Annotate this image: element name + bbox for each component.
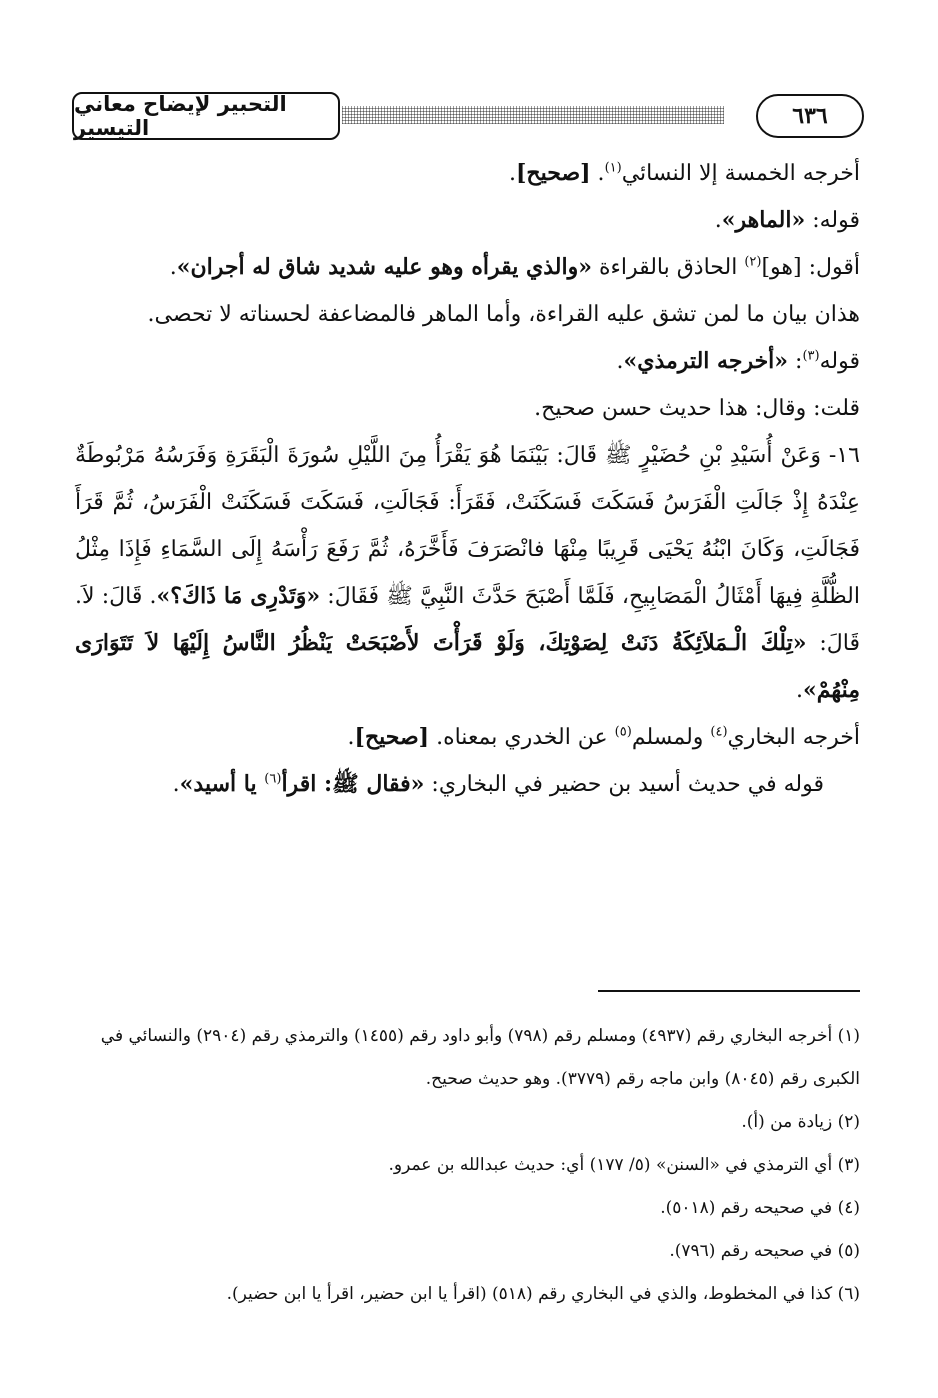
book-title: التحبير لإيضاح معاني التيسير	[74, 92, 287, 140]
page-header	[72, 92, 864, 148]
footnote-6: (٦) كذا في المخطوط، والذي في البخاري رقم (٥١٨) (اقرأ يا ابن حضير، اقرأ يا ابن حضير).	[226, 1284, 860, 1304]
grade-label: [صحيح]	[516, 160, 591, 186]
footnote-5: (٥) في صحيحه رقم (٧٩٦).	[669, 1241, 860, 1261]
footnote-separator	[598, 990, 860, 992]
footnote-3: (٣) أي الترمذي في «السنن» (٥/ ١٧٧) أي: حديث عبدالله بن عمرو.	[388, 1155, 860, 1175]
hadith-paragraph: ١٦- وَعَنْ أُسَيْدِ بْنِ حُضَيْرٍ ﷺ قَالَ: بَيْنَمَا هُوَ يَقْرَأُ مِنَ اللَّيْلِ سُورَةَ الْبَقَرَةِ وَفَرَسُهُ مَرْبُوطَةٌ عِنْدَهُ إِذْ جَالَتِ الْفَرَسُ فَسَكَتَ فَسَكَنَتْ، فَقَرَأَ: فَجَالَتِ، فَسَكَتَ فَسَكَنَتْ الْفَرَسُ، ثُمَّ قَرَأَ فَجَالَتِ، وَكَانَ ابْنُهُ يَحْيَى قَرِيبًا مِنْهَا فانْصَرَفَ فَأَخَّرَهُ، ثُمَّ رَفَعَ رَأْسَهُ إِلَى السَّمَاءِ فَإِذَا مِثْلُ الظُّلَّةِ فِيهَا أَمْثَالُ الْمَصَابِيحِ، فَلَمَّا أَصْبَحَ حَدَّثَ النَّبِيَّ ﷺ فَقَالَ: «وَتَدْرِى مَا ذَاكَ؟». قَالَ: لاَ. قَالَ: «تِلْكَ الْـمَلاَئِكَةُ دَنَتْ لِصَوْتِكَ، وَلَوْ قَرَأْتَ لأَصْبَحَتْ يَنْظُرُ النَّاسُ إِلَيْهَا لاَ تَتَوَارَى مِنْهُمْ».	[75, 443, 861, 703]
footnote-ref: (١)	[604, 160, 622, 176]
text-line-6: قلت: وقال: هذا حديث حسن صحيح.	[534, 396, 860, 421]
header-dotted-band	[342, 106, 724, 124]
page-number: ٦٣٦	[792, 103, 828, 129]
footnote-ref: (٢)	[744, 254, 762, 270]
text-line-8: أخرجه البخاري$^{(٤)}$ ولمسلم$^{(٥)}$ عن الخدري بمعناه. [صحيح].	[347, 724, 860, 750]
text-line-2: قوله: «الماهر».	[714, 207, 860, 233]
text-line-3: أقول: [هو]$^{(٢)}$ الحاذق بالقراءة «والذي يقرأه وهو عليه شديد شاق له أجران».	[169, 254, 860, 280]
footnote-4: (٤) في صحيحه رقم (٥٠١٨).	[660, 1198, 860, 1218]
text-line-1: أخرجه الخمسة إلا النسائي$^{(١)}$. [صحيح].	[509, 160, 860, 186]
book-title-box	[72, 92, 340, 140]
footnote-1: (١) أخرجه البخاري رقم (٤٩٣٧) ومسلم رقم (٧٩٨) وأبو داود رقم (١٤٥٥) والترمذي رقم (٢٩٠٤) والنسائي في الكبرى رقم (٨٠٤٥) وابن ماجه رقم (٣٧٧٩). وهو حديث صحيح.	[100, 1026, 860, 1089]
footnote-ref: (٤)	[710, 724, 728, 740]
footnote-ref: (٥)	[614, 724, 632, 740]
footnote-2: (٢) زيادة من (أ).	[741, 1112, 860, 1132]
footnote-ref: (٦)	[264, 771, 282, 787]
text-line-9: قوله في حديث أسيد بن حضير في البخاري: «فقال ﷺ: اقرأ$^{(٦)}$ يا أسيد».	[172, 771, 824, 797]
grade-label: [صحيح]	[354, 724, 430, 750]
main-text	[75, 150, 860, 808]
footnotes	[75, 1015, 860, 1316]
footnote-ref: (٣)	[802, 348, 820, 364]
text-line-5: قوله$^{(٣)}$: «أخرجه الترمذي».	[616, 348, 860, 374]
text-line-4: هذان بيان ما لمن تشق عليه القراءة، وأما الماهر فالمضاعفة لحسناته لا تحصى.	[147, 302, 860, 327]
page-number-box	[756, 94, 864, 138]
